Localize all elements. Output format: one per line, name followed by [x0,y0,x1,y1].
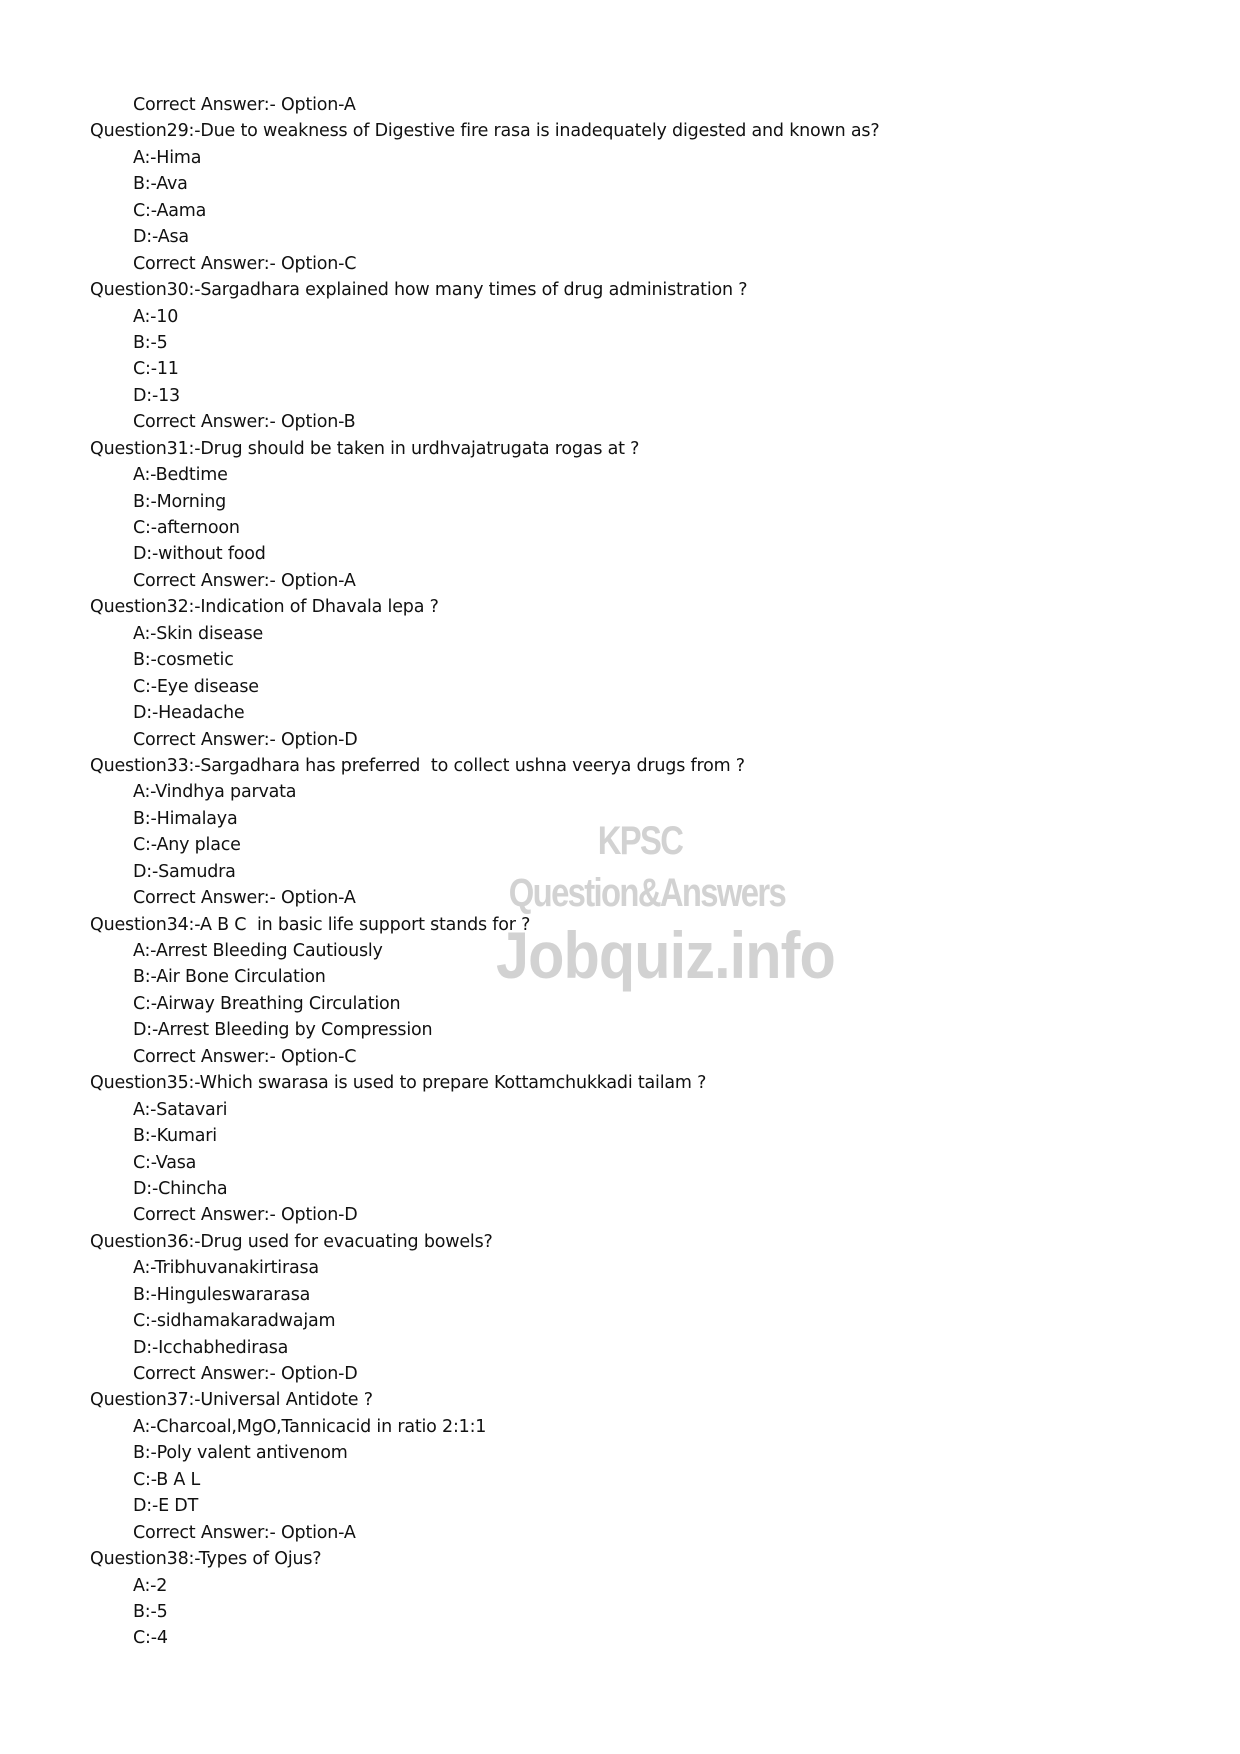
question-text: Question33:-Sargadhara has preferred to collect ushna veerya drugs from ? [90,755,745,776]
question-text: Question34:-A B C in basic life support stands for ? [90,914,531,935]
correct-answer-line: Correct Answer:- Option-C [133,253,357,274]
option-line: A:-Charcoal,MgO,Tannicacid in ratio 2:1:1 [133,1416,487,1437]
option-line: B:-Hinguleswararasa [133,1284,311,1305]
question-text: Question32:-Indication of Dhavala lepa ? [90,597,439,618]
option-line: C:-11 [133,359,179,380]
correct-answer-line: Correct Answer:- Option-B [133,412,356,433]
option-line: C:-afternoon [133,518,240,538]
correct-answer-line: Correct Answer:- Option-D [133,729,358,750]
option-line: A:-Arrest Bleeding Cautiously [133,941,383,961]
question-block [0,1387,1240,1546]
question-text: Question36:-Drug used for evacuating bowels? [90,1231,493,1252]
option-line: D:-without food [133,544,266,565]
question-text: Question38:-Types of Ojus? [90,1549,322,1570]
option-line: B:-5 [133,332,168,353]
question-text: Question31:-Drug should be taken in urdhvajatrugata rogas at ? [90,438,640,459]
option-line: B:-cosmetic [133,650,234,671]
question-block [0,753,1240,912]
question-block [0,594,1240,753]
option-line: B:-Morning [133,491,227,512]
option-line: C:-Airway Breathing Circulation [133,993,401,1014]
option-line: A:-Bedtime [133,465,228,486]
correct-answer-line: Correct Answer:- Option-A [133,570,356,591]
question-block [0,277,1240,436]
correct-answer-line: Correct Answer:- Option-D [133,1364,358,1384]
option-line: C:-Any place [133,835,241,856]
question-block [0,118,1240,277]
question-block [0,1229,1240,1388]
option-line: C:-4 [133,1628,168,1649]
option-line: A:-Tribhuvanakirtirasa [133,1258,319,1279]
option-line: B:-Ava [133,174,188,195]
option-line: D:-Icchabhedirasa [133,1337,289,1358]
option-line: D:-Chincha [133,1178,228,1199]
question-text: Question35:-Which swarasa is used to prepare Kottamchukkadi tailam ? [90,1073,707,1094]
option-line: D:-E DT [133,1496,199,1517]
option-line: B:-Himalaya [133,808,238,829]
question-text: Question37:-Universal Antidote ? [90,1390,373,1411]
option-line: B:-Air Bone Circulation [133,967,326,988]
option-line: D:-Arrest Bleeding by Compression [133,1020,433,1041]
option-line: A:-Vindhya parvata [133,782,297,803]
question-text: Question29:-Due to weakness of Digestive fire rasa is inadequately digested and known as? [90,121,880,142]
watermark-line-1: KPSC Question&Answers [508,819,786,915]
option-line: D:-Asa [133,227,189,248]
correct-answer-line: Correct Answer:- Option-A [133,95,356,115]
option-line: C:-B A L [133,1469,201,1490]
option-line: A:-2 [133,1575,168,1596]
option-line: C:-sidhamakaradwajam [133,1311,336,1332]
option-line: B:-Poly valent antivenom [133,1443,348,1464]
option-line: D:-Headache [133,703,245,724]
option-line: B:-5 [133,1601,168,1622]
option-line: C:-Eye disease [133,676,259,697]
correct-answer-line: Correct Answer:- Option-D [133,1205,358,1226]
correct-answer-line: Correct Answer:- Option-A [133,1522,356,1543]
watermark-line-2: Jobquiz.info [496,918,835,992]
option-line: A:-10 [133,306,179,327]
option-line: D:-Samudra [133,861,236,882]
question-block [0,912,1240,1071]
question-block [0,436,1240,595]
option-line: B:-Kumari [133,1126,217,1147]
correct-answer-line: Correct Answer:- Option-A [133,888,356,909]
option-line: A:-Satavari [133,1099,228,1120]
option-line: A:-Skin disease [133,623,264,644]
option-line: D:-13 [133,385,180,406]
question-block [0,1070,1240,1229]
question-block [0,1546,1240,1652]
correct-answer-line: Correct Answer:- Option-C [133,1046,357,1067]
option-line: C:-Aama [133,200,207,221]
question-document [0,92,1240,1652]
option-line: C:-Vasa [133,1152,197,1173]
option-line: A:-Hima [133,147,202,168]
question-text: Question30:-Sargadhara explained how many times of drug administration ? [90,280,748,301]
